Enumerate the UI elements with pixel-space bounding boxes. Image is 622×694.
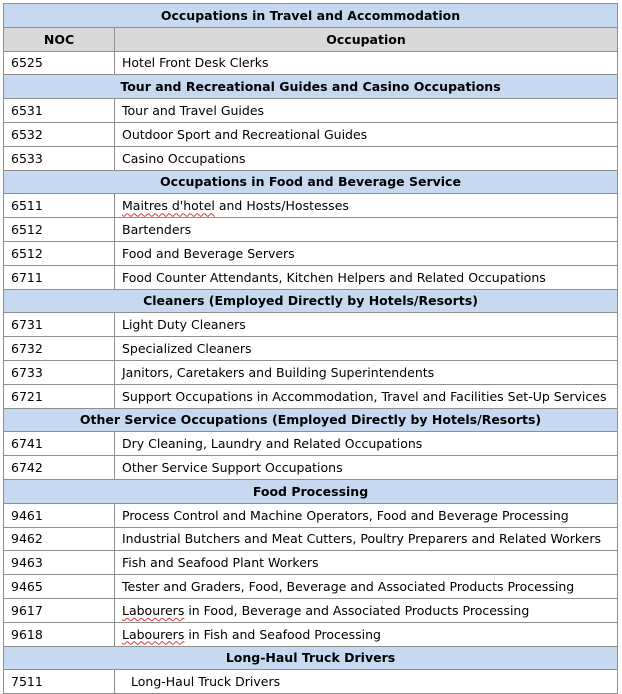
table-row — [4, 432, 618, 456]
section-title: Occupations in Food and Beverage Service — [4, 170, 618, 194]
section-header-row — [4, 170, 618, 194]
occupation-cell: Process Control and Machine Operators, Food and Beverage Processing — [115, 503, 618, 527]
section-title: Food Processing — [4, 479, 618, 503]
table-body — [4, 4, 618, 694]
table-row — [4, 51, 618, 75]
table-row — [4, 265, 618, 289]
noc-code-cell: 6512 — [4, 241, 115, 265]
noc-code-cell: 9463 — [4, 551, 115, 575]
occupation-cell — [115, 622, 618, 646]
table-row — [4, 575, 618, 599]
section-title: Cleaners (Employed Directly by Hotels/Resorts) — [4, 289, 618, 313]
occupation-cell: Other Service Support Occupations — [115, 456, 618, 480]
table-row — [4, 551, 618, 575]
noc-code-cell: 6525 — [4, 51, 115, 75]
occupation-cell: Support Occupations in Accommodation, Travel and Facilities Set-Up Services — [115, 384, 618, 408]
table-row — [4, 194, 618, 218]
occupation-cell: Dry Cleaning, Laundry and Related Occupations — [115, 432, 618, 456]
section-header-row — [4, 479, 618, 503]
table-row — [4, 241, 618, 265]
section-title: Other Service Occupations (Employed Directly by Hotels/Resorts) — [4, 408, 618, 432]
spellcheck-word: Labourers — [122, 626, 185, 642]
section-header-row — [4, 289, 618, 313]
noc-code-cell: 6721 — [4, 384, 115, 408]
table-row — [4, 218, 618, 242]
noc-code-cell: 6731 — [4, 313, 115, 337]
section-header-row — [4, 408, 618, 432]
occupation-text-rest: in Food, Beverage and Associated Products Processing — [184, 602, 530, 618]
noc-code-cell: 6732 — [4, 337, 115, 361]
occupation-cell: Specialized Cleaners — [115, 337, 618, 361]
noc-code-cell: 6533 — [4, 146, 115, 170]
noc-code-cell: 9465 — [4, 575, 115, 599]
noc-code-cell: 6531 — [4, 99, 115, 123]
occupation-cell: Fish and Seafood Plant Workers — [115, 551, 618, 575]
occupation-text-rest: and Hosts/Hostesses — [214, 198, 349, 214]
table-row — [4, 503, 618, 527]
noc-code-cell: 6512 — [4, 218, 115, 242]
noc-code-cell: 6733 — [4, 360, 115, 384]
section-title: Long-Haul Truck Drivers — [4, 646, 618, 670]
occupation-cell: Tour and Travel Guides — [115, 99, 618, 123]
occupation-cell: Tester and Graders, Food, Beverage and Associated Products Processing — [115, 575, 618, 599]
occupation-cell: Light Duty Cleaners — [115, 313, 618, 337]
occupation-cell — [115, 598, 618, 622]
noc-column-header: NOC — [4, 27, 115, 51]
noc-code-cell: 6711 — [4, 265, 115, 289]
occupation-cell: Long-Haul Truck Drivers — [115, 670, 618, 694]
table-row — [4, 384, 618, 408]
noc-code-cell: 6741 — [4, 432, 115, 456]
occupation-column-header: Occupation — [115, 27, 618, 51]
section-header-row — [4, 75, 618, 99]
noc-code-cell: 7511 — [4, 670, 115, 694]
section-title: Occupations in Travel and Accommodation — [4, 4, 618, 28]
table-row — [4, 670, 618, 694]
occupation-cell: Hotel Front Desk Clerks — [115, 51, 618, 75]
table-row — [4, 456, 618, 480]
table-row — [4, 360, 618, 384]
occupation-cell: Janitors, Caretakers and Building Superintendents — [115, 360, 618, 384]
occupation-cell — [115, 194, 618, 218]
noc-code-cell: 6511 — [4, 194, 115, 218]
occupation-text-rest: in Fish and Seafood Processing — [184, 626, 381, 642]
table-row — [4, 313, 618, 337]
noc-table-container — [3, 3, 618, 694]
noc-code-cell: 9618 — [4, 622, 115, 646]
spellcheck-word: Maitres d'hotel — [122, 198, 215, 214]
noc-occupation-table — [3, 3, 618, 694]
noc-code-cell: 6742 — [4, 456, 115, 480]
noc-code-cell: 9461 — [4, 503, 115, 527]
table-row — [4, 527, 618, 551]
column-header-row — [4, 27, 618, 51]
noc-code-cell: 9617 — [4, 598, 115, 622]
section-title: Tour and Recreational Guides and Casino Occupations — [4, 75, 618, 99]
occupation-cell: Outdoor Sport and Recreational Guides — [115, 122, 618, 146]
table-row — [4, 622, 618, 646]
section-header-row — [4, 4, 618, 28]
occupation-cell: Food Counter Attendants, Kitchen Helpers and Related Occupations — [115, 265, 618, 289]
spellcheck-word: Labourers — [122, 602, 185, 618]
table-row — [4, 146, 618, 170]
noc-code-cell: 9462 — [4, 527, 115, 551]
occupation-cell: Casino Occupations — [115, 146, 618, 170]
table-row — [4, 99, 618, 123]
table-row — [4, 337, 618, 361]
noc-code-cell: 6532 — [4, 122, 115, 146]
occupation-cell: Industrial Butchers and Meat Cutters, Poultry Preparers and Related Workers — [115, 527, 618, 551]
table-row — [4, 598, 618, 622]
table-row — [4, 122, 618, 146]
section-header-row — [4, 646, 618, 670]
occupation-cell: Food and Beverage Servers — [115, 241, 618, 265]
occupation-cell: Bartenders — [115, 218, 618, 242]
